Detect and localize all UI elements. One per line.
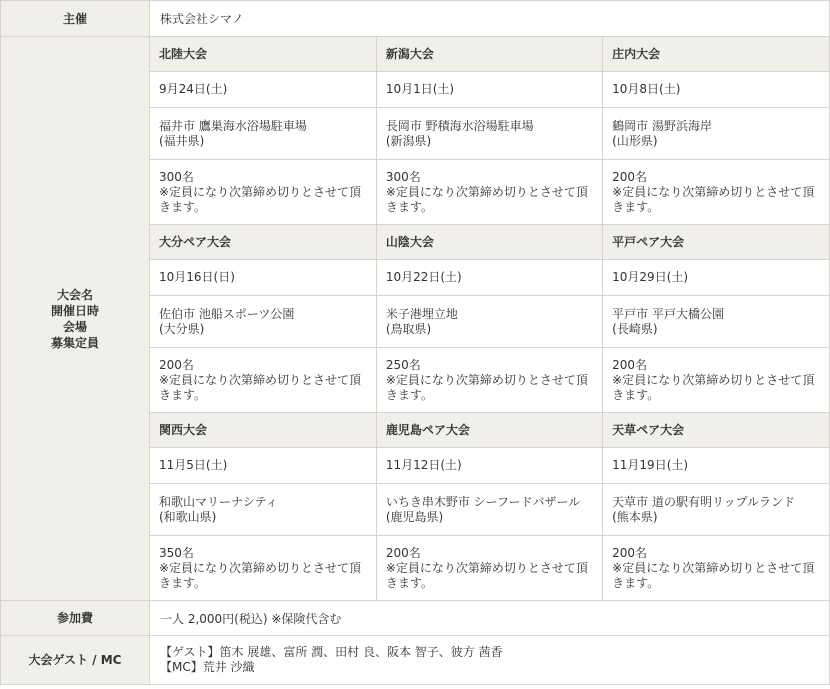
event-venue-line: 平戸市 平戸大橋公園 <box>612 306 724 321</box>
event-capacity-row <box>150 160 829 225</box>
event-capacity-line: ※定員になり次第締め切りとさせて頂 <box>612 184 815 199</box>
event-capacity <box>376 536 602 601</box>
event-venue <box>603 296 829 348</box>
event-venue-row <box>150 296 829 348</box>
event-capacity-line: きます。 <box>385 575 433 590</box>
event-capacity-line: ※定員になり次第締め切りとさせて頂 <box>385 372 588 387</box>
event-name-row <box>150 37 829 72</box>
event-venue-row <box>150 108 829 160</box>
event-venue-line: (福井県) <box>159 133 205 148</box>
event-capacity-line: 200名 <box>612 357 648 372</box>
event-capacity-line: 300名 <box>159 169 194 184</box>
event-date-row <box>150 72 829 108</box>
event-name: 天草ペア大会 <box>603 413 829 448</box>
event-capacity <box>150 348 376 413</box>
event-venue-line: (大分県) <box>159 321 205 336</box>
event-venue <box>376 484 602 536</box>
event-name: 庄内大会 <box>603 37 829 72</box>
event-capacity-line: きます。 <box>612 387 660 402</box>
event-capacity-line: きます。 <box>612 575 660 590</box>
event-capacity <box>603 536 829 601</box>
event-venue-line: 長岡市 野積海水浴場駐車場 <box>385 118 534 133</box>
event-venue <box>150 296 376 348</box>
event-venue <box>150 108 376 160</box>
event-capacity-line: きます。 <box>159 199 207 214</box>
events-label-line: 大会名 <box>56 287 93 302</box>
guest-label: 大会ゲスト / MC <box>1 636 150 685</box>
event-venue-line: いちき串木野市 シーフードバザール <box>385 494 581 509</box>
event-venue <box>603 108 829 160</box>
event-date: 11月5日(土) <box>150 448 376 484</box>
event-capacity-line: きます。 <box>159 575 207 590</box>
event-venue-line: (長崎県) <box>612 321 658 336</box>
host-label: 主催 <box>1 1 150 37</box>
event-capacity-line: 300名 <box>385 169 421 184</box>
event-venue-line: (新潟県) <box>385 133 432 148</box>
event-date: 9月24日(土) <box>150 72 376 108</box>
event-venue-line: (鳥取県) <box>385 321 432 336</box>
event-capacity-line: ※定員になり次第締め切りとさせて頂 <box>159 560 362 575</box>
event-venue-line: 和歌山マリーナシティ <box>159 494 278 509</box>
event-venue <box>603 484 829 536</box>
event-name: 大分ペア大会 <box>150 225 376 260</box>
events-label-line: 募集定員 <box>50 335 99 350</box>
event-venue <box>376 108 602 160</box>
event-venue-line: (和歌山県) <box>159 509 217 524</box>
event-capacity-line: ※定員になり次第締め切りとさせて頂 <box>612 560 815 575</box>
event-capacity <box>376 160 602 225</box>
event-date-row <box>150 260 829 296</box>
event-capacity <box>376 348 602 413</box>
event-capacity-line: 250名 <box>385 357 421 372</box>
guest-line: 【ゲスト】笛木 展雄、富所 潤、田村 良、阪本 智子、彼方 茜香 <box>160 645 503 659</box>
event-name: 北陸大会 <box>150 37 376 72</box>
event-name-row <box>150 413 829 448</box>
event-date-row <box>150 448 829 484</box>
event-date: 10月8日(土) <box>603 72 829 108</box>
event-capacity-line: ※定員になり次第締め切りとさせて頂 <box>159 184 362 199</box>
event-venue-line: 米子港埋立地 <box>385 306 458 321</box>
event-venue <box>376 296 602 348</box>
events-label-line: 会場 <box>62 319 87 334</box>
event-capacity-line: ※定員になり次第締め切りとさせて頂 <box>159 372 362 387</box>
event-date: 10月16日(日) <box>150 260 376 296</box>
events-label <box>1 37 150 601</box>
events-label-line: 開催日時 <box>50 303 99 318</box>
event-name-row <box>150 225 829 260</box>
events-grid <box>150 37 829 600</box>
guest-row <box>1 636 830 685</box>
event-date: 11月19日(土) <box>603 448 829 484</box>
event-name: 山陰大会 <box>376 225 602 260</box>
fee-value: 一人 2,000円(税込) ※保険代含む <box>150 601 830 636</box>
event-capacity-line: ※定員になり次第締め切りとさせて頂 <box>612 372 815 387</box>
event-capacity-row <box>150 536 829 601</box>
event-date: 10月29日(土) <box>603 260 829 296</box>
event-venue-row <box>150 484 829 536</box>
event-date: 10月22日(土) <box>376 260 602 296</box>
guest-line: 【MC】荒井 沙織 <box>160 660 255 674</box>
event-capacity-line: ※定員になり次第締め切りとさせて頂 <box>385 560 588 575</box>
event-venue-line: 福井市 鷹巣海水浴場駐車場 <box>159 118 307 133</box>
fee-label: 参加費 <box>1 601 150 636</box>
host-value: 株式会社シマノ <box>150 1 830 37</box>
event-venue-line: (熊本県) <box>612 509 658 524</box>
event-capacity-line: きます。 <box>159 387 207 402</box>
fee-row <box>1 601 830 636</box>
guest-value <box>150 636 830 685</box>
event-capacity <box>150 160 376 225</box>
events-grid-cell <box>150 37 830 601</box>
event-capacity-line: 200名 <box>612 545 648 560</box>
event-name: 関西大会 <box>150 413 376 448</box>
event-date: 11月12日(土) <box>376 448 602 484</box>
event-capacity-line: きます。 <box>385 199 433 214</box>
event-capacity-line: 350名 <box>159 545 194 560</box>
event-name: 新潟大会 <box>376 37 602 72</box>
event-venue-line: 天草市 道の駅有明リップルランド <box>612 494 796 509</box>
event-capacity-line: 200名 <box>385 545 421 560</box>
event-venue-line: 鶴岡市 湯野浜海岸 <box>612 118 712 133</box>
events-row <box>1 37 830 601</box>
event-capacity-line: 200名 <box>159 357 194 372</box>
event-capacity-line: きます。 <box>385 387 433 402</box>
event-name: 鹿児島ペア大会 <box>376 413 602 448</box>
event-capacity <box>150 536 376 601</box>
event-capacity-line: きます。 <box>612 199 660 214</box>
event-venue-line: 佐伯市 池船スポーツ公園 <box>159 306 295 321</box>
event-capacity <box>603 348 829 413</box>
event-date: 10月1日(土) <box>376 72 602 108</box>
event-venue-line: (山形県) <box>612 133 658 148</box>
event-capacity-line: 200名 <box>612 169 648 184</box>
event-capacity-row <box>150 348 829 413</box>
event-capacity-line: ※定員になり次第締め切りとさせて頂 <box>385 184 588 199</box>
event-venue-line: (鹿児島県) <box>385 509 444 524</box>
event-name: 平戸ペア大会 <box>603 225 829 260</box>
event-venue <box>150 484 376 536</box>
host-row <box>1 1 830 37</box>
event-capacity <box>603 160 829 225</box>
